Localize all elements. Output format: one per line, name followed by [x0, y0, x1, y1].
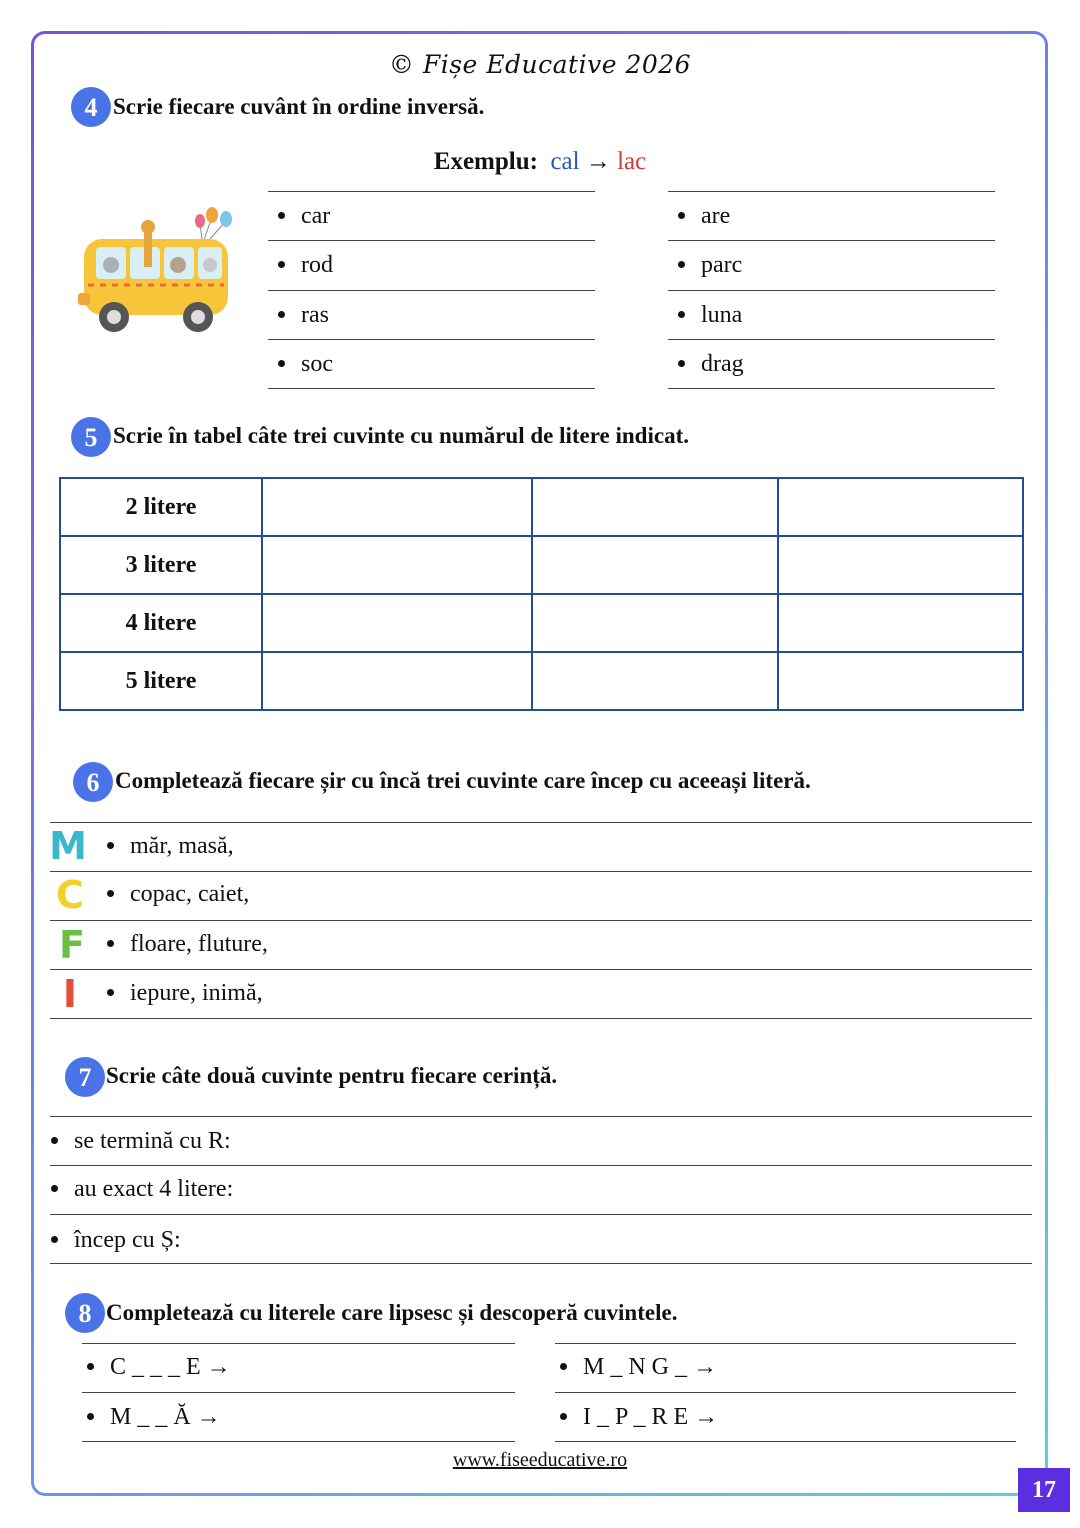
exercise-4-example: [0, 148, 1080, 176]
exercise-8-line: [555, 1343, 1016, 1344]
exercise-7-item: au exact 4 litere:: [51, 1176, 233, 1203]
exercise-7-title: Scrie câte două cuvinte pentru fiecare cerință.: [106, 1063, 558, 1088]
exercise-7-line: [50, 1116, 1032, 1117]
exercise-4-line: [268, 290, 595, 291]
page-number: 17: [1018, 1468, 1070, 1512]
answer-cell[interactable]: [532, 536, 778, 594]
example-word: cal: [550, 148, 580, 175]
exercise-8-title: Completează cu literele care lipsesc și descoperă cuvintele.: [106, 1300, 678, 1325]
table-row: [60, 536, 1023, 594]
exercise-6-title: Completează fiecare șir cu încă trei cuvinte care încep cu aceeași literă.: [115, 768, 811, 793]
page-header: © Fișe Educative 2026: [388, 50, 692, 79]
exercise-4-word: parc: [678, 252, 742, 279]
exercise-7-item: se termină cu R:: [51, 1128, 231, 1155]
exercise-7-line: [50, 1263, 1032, 1264]
exercise-4-line: [668, 191, 995, 192]
exercise-6-line: [50, 871, 1032, 872]
exercise-4-word: ras: [278, 302, 329, 329]
exercise-4-line: [668, 290, 995, 291]
exercise-6-badge: 6: [73, 762, 113, 802]
table-row: [60, 594, 1023, 652]
answer-cell[interactable]: [262, 536, 532, 594]
letter-m-icon: M: [49, 824, 87, 868]
row-label: 2 litere: [60, 478, 262, 536]
exercise-8-line: [82, 1343, 515, 1344]
exercise-4-word: rod: [278, 252, 333, 279]
exercise-6-line: [50, 822, 1032, 823]
exercise-4-line: [268, 388, 595, 389]
exercise-5-title: Scrie în tabel câte trei cuvinte cu numărul de litere indicat.: [113, 423, 689, 448]
answer-cell[interactable]: [778, 652, 1023, 710]
row-label: 4 litere: [60, 594, 262, 652]
exercise-6-line: [50, 920, 1032, 921]
letter-i-icon: I: [62, 972, 78, 1016]
exercise-4-line: [668, 339, 995, 340]
row-label: 5 litere: [60, 652, 262, 710]
table-row: [60, 478, 1023, 536]
exercise-8-item: M _ _ Ă →: [87, 1404, 221, 1431]
example-answer: lac: [617, 148, 647, 175]
exercise-8-line: [555, 1441, 1016, 1442]
exercise-4-word: drag: [678, 351, 744, 378]
school-bus-illustration: [74, 205, 238, 345]
exercise-4-line: [668, 388, 995, 389]
footer-link[interactable]: www.fiseeducative.ro: [452, 1449, 628, 1471]
exercise-4-word: soc: [278, 351, 333, 378]
exercise-8-item: C _ _ _ E →: [87, 1354, 231, 1381]
exercise-4-word: car: [278, 203, 330, 230]
table-row: [60, 652, 1023, 710]
exercise-8-line: [555, 1392, 1016, 1393]
exercise-7-line: [50, 1214, 1032, 1215]
letter-c-icon: C: [56, 873, 84, 917]
exercise-6-item: copac, caiet,: [107, 881, 249, 908]
exercise-8-line: [82, 1392, 515, 1393]
exercise-4-badge: 4: [71, 87, 111, 127]
exercise-4-title: Scrie fiecare cuvânt în ordine inversă.: [113, 94, 485, 119]
exercise-4-line: [268, 191, 595, 192]
exercise-4-word: luna: [678, 302, 742, 329]
answer-cell[interactable]: [262, 478, 532, 536]
exercise-5-badge: 5: [71, 417, 111, 457]
exercise-7-line: [50, 1165, 1032, 1166]
letter-f-icon: F: [59, 923, 85, 967]
answer-cell[interactable]: [532, 478, 778, 536]
answer-cell[interactable]: [262, 594, 532, 652]
exercise-7-item: încep cu Ș:: [51, 1227, 181, 1254]
letters-table: [59, 477, 1024, 711]
answer-cell[interactable]: [532, 594, 778, 652]
exercise-6-line: [50, 969, 1032, 970]
answer-cell[interactable]: [778, 594, 1023, 652]
answer-cell[interactable]: [532, 652, 778, 710]
exercise-8-item: I _ P _ R E →: [560, 1404, 718, 1431]
exercise-4-line: [268, 240, 595, 241]
answer-cell[interactable]: [262, 652, 532, 710]
exercise-4-word: are: [678, 203, 730, 230]
answer-cell[interactable]: [778, 478, 1023, 536]
example-arrow: →: [585, 148, 611, 175]
row-label: 3 litere: [60, 536, 262, 594]
example-label: Exemplu:: [433, 148, 538, 175]
exercise-8-item: M _ N G _ →: [560, 1354, 717, 1381]
exercise-6-item: floare, fluture,: [107, 931, 268, 958]
exercise-6-line: [50, 1018, 1032, 1019]
exercise-4-line: [668, 240, 995, 241]
exercise-6-item: măr, masă,: [107, 833, 234, 860]
exercise-6-item: iepure, inimă,: [107, 980, 263, 1007]
exercise-8-line: [82, 1441, 515, 1442]
exercise-8-badge: 8: [65, 1293, 105, 1333]
answer-cell[interactable]: [778, 536, 1023, 594]
exercise-7-badge: 7: [65, 1057, 105, 1097]
exercise-4-line: [268, 339, 595, 340]
